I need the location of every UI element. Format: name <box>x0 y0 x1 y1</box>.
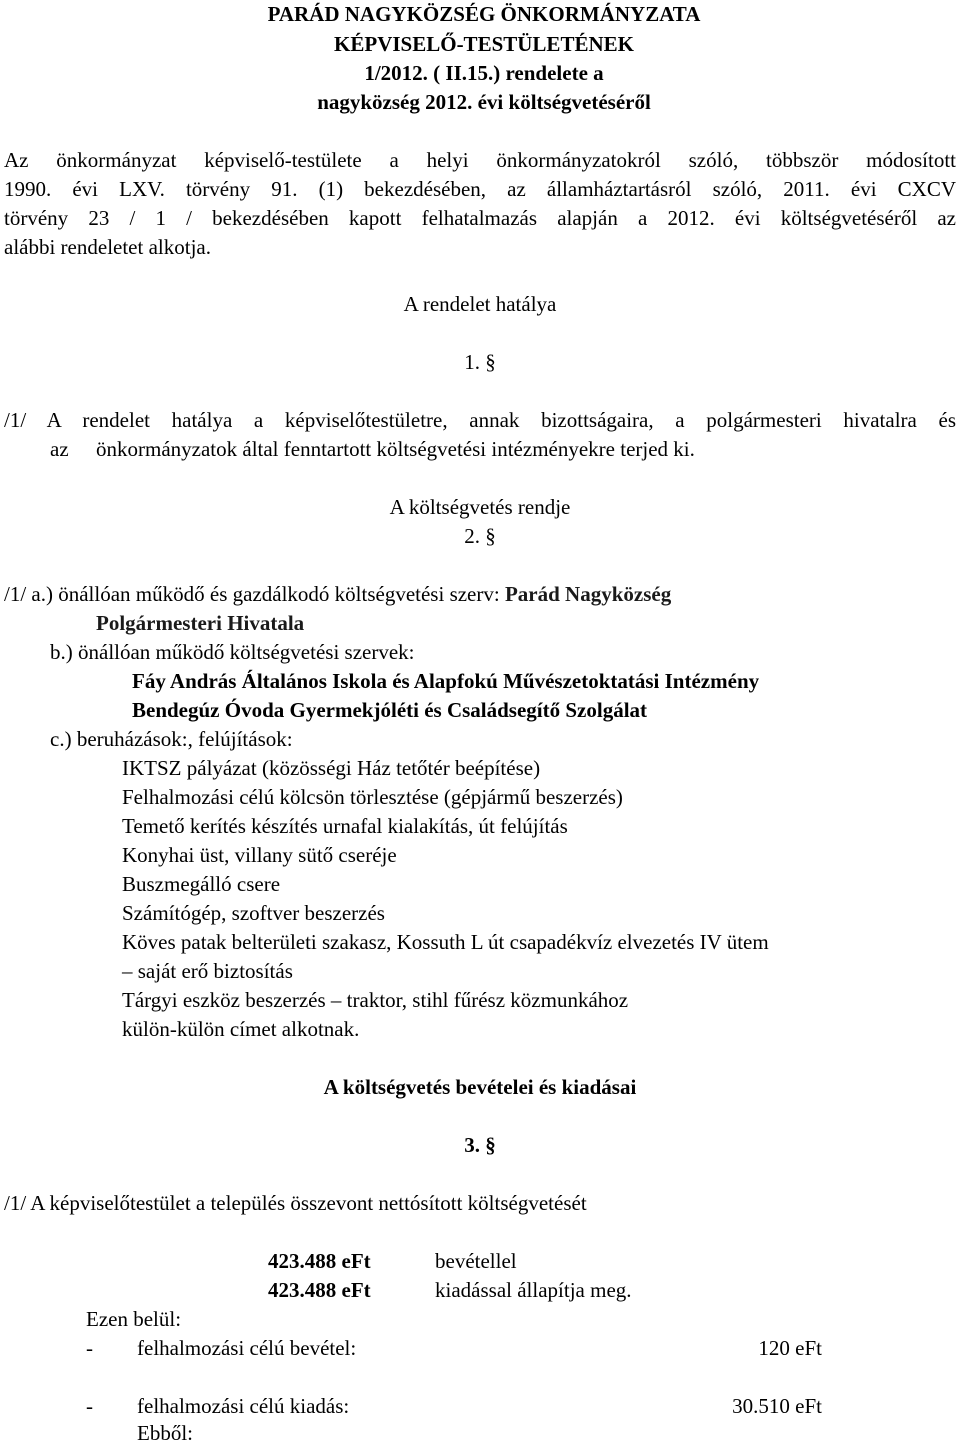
section-2-c-item: külön-külön címet alkotnak. <box>122 1017 360 1041</box>
row-value: 30.510 eFt <box>732 1394 822 1418</box>
section-3-text: /1/ A képviselőtestület a település összevont nettósított költségvetését <box>4 1191 587 1215</box>
paragraph-icon: § <box>485 350 496 374</box>
within-label: Ezen belül: <box>86 1307 182 1331</box>
section-2-c-item: Felhalmozási célú kölcsön törlesztése (gépjármű beszerzés) <box>122 785 623 809</box>
intro-line-1: Az önkormányzat képviselő-testülete a helyi önkormányzatokról szóló, többször módosított <box>4 148 956 172</box>
title-line-4: nagyközség 2012. évi költségvetéséről <box>317 90 651 114</box>
section-3-number <box>0 1135 960 1156</box>
section-2-a-line <box>4 584 671 605</box>
section-2-c-item: Temető kerítés készítés urnafal kialakítás, út felújítás <box>122 814 568 838</box>
section-1-text-line-2-a: az <box>50 437 69 461</box>
row-value: 120 eFt <box>758 1336 822 1360</box>
expense-label: kiadással állapítja meg. <box>435 1278 632 1302</box>
section-3-number-text: 3. <box>464 1133 486 1157</box>
title-line-3: 1/2012. ( II.15.) rendelete a <box>364 61 604 85</box>
section-1-number-text: 1. <box>464 350 486 374</box>
row-label: felhalmozási célú kiadás: <box>137 1394 350 1418</box>
section-2-number <box>0 526 960 547</box>
section-2-c-item: Buszmegálló csere <box>122 872 281 896</box>
row-dash: - <box>86 1336 93 1360</box>
section-2-a-prefix: /1/ a.) önállóan működő és gazdálkodó költségvetési szerv: <box>4 582 505 606</box>
section-2-c-item: IKTSZ pályázat (közösségi Ház tetőtér beépítése) <box>122 756 541 780</box>
of-which-label: Ebből: <box>137 1421 193 1445</box>
section-2-c-item: Számítógép, szoftver beszerzés <box>122 901 385 925</box>
row-label: felhalmozási célú bevétel: <box>137 1336 357 1360</box>
section-1-text-line-1: /1/ A rendelet hatálya a képviselőtestületre, annak bizottságaira, a polgármesteri hivatalra és <box>4 408 956 432</box>
section-2-b-prefix: b.) önállóan működő költségvetési szervek: <box>50 640 415 664</box>
section-3-title: A költségvetés bevételei és kiadásai <box>323 1075 637 1099</box>
income-label: bevétellel <box>435 1249 517 1273</box>
section-2-a-name-1: Parád Nagyközség <box>504 582 672 606</box>
intro-line-2: 1990. évi LXV. törvény 91. (1) bekezdésében, az államháztartásról szóló, 2011. évi CXCV <box>4 177 956 201</box>
section-2-c-item: Konyhai üst, villany sütő cseréje <box>122 843 397 867</box>
section-2-number-text: 2. <box>464 524 486 548</box>
row-dash: - <box>86 1394 93 1418</box>
section-2-title: A költségvetés rendje <box>389 495 571 519</box>
section-2-a-name-2: Polgármesteri Hivatala <box>96 611 305 635</box>
paragraph-icon: § <box>485 1133 496 1157</box>
section-1-title: A rendelet hatálya <box>403 292 557 316</box>
title-line-1: PARÁD NAGYKÖZSÉG ÖNKORMÁNYZATA <box>267 2 701 26</box>
section-2-c-item: Tárgyi eszköz beszerzés – traktor, stihl fűrész közmunkához <box>122 988 629 1012</box>
intro-line-3: törvény 23 / 1 / bekezdésében kapott felhatalmazás alapján a 2012. évi költségvetéséről az <box>4 206 956 230</box>
section-2-b-item-1: Fáy András Általános Iskola és Alapfokú Művészetoktatási Intézmény <box>132 669 760 693</box>
section-2-b-item-2: Bendegúz Óvoda Gyermekjóléti és Családsegítő Szolgálat <box>132 698 648 722</box>
intro-line-4: alábbi rendeletet alkotja. <box>4 235 211 259</box>
expense-amount: 423.488 eFt <box>268 1278 371 1302</box>
section-2-c-item: Köves patak belterületi szakasz, Kossuth L út csapadékvíz elvezetés IV ütem <box>122 930 769 954</box>
section-1-number <box>0 352 960 373</box>
paragraph-icon: § <box>485 524 496 548</box>
income-amount: 423.488 eFt <box>268 1249 371 1273</box>
section-2-c-prefix: c.) beruházások:, felújítások: <box>50 727 293 751</box>
section-1-text-line-2-b: önkormányzatok által fenntartott költségvetési intézményekre terjed ki. <box>96 437 695 461</box>
section-2-c-item: – saját erő biztosítás <box>122 959 293 983</box>
title-line-2: KÉPVISELŐ-TESTÜLETÉNEK <box>334 32 634 56</box>
